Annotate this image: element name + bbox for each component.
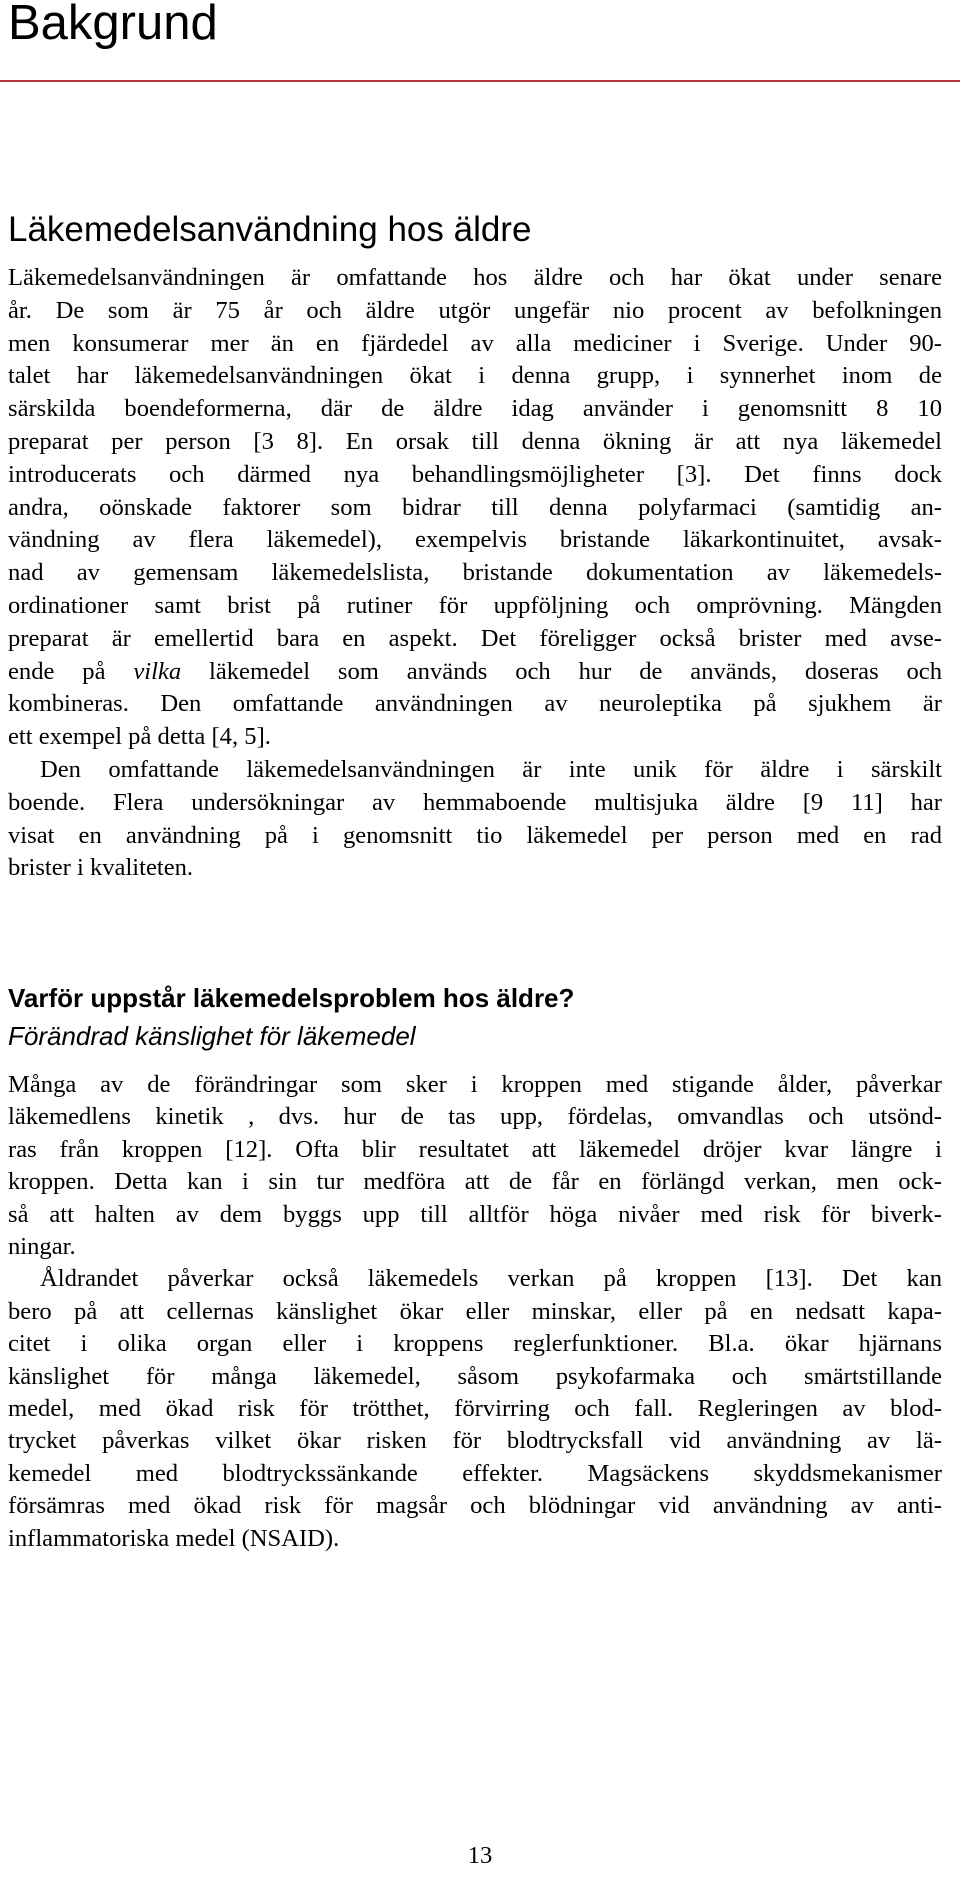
- body-line: Många av de förändringar som sker i kroppen med stigande ålder, påverkar: [8, 1071, 942, 1098]
- subsection-heading-sensitivity: Förändrad känslighet för läkemedel: [8, 1021, 416, 1051]
- line-end: läkemedel som används och hur de används, doseras och: [181, 657, 942, 685]
- body-line: Den omfattande läkemedelsanvändningen är inte unik för äldre i särskilt: [40, 755, 942, 783]
- body-line: särskilda boendeformerna, där de äldre idag använder i genomsnitt 8 10: [8, 395, 942, 423]
- section-body-sensitivity: [8, 1069, 942, 1555]
- body-line: talet har läkemedelsanvändningen ökat i denna grupp, i synnerhet inom de: [8, 362, 942, 390]
- body-line: känslighet för många läkemedel, såsom psykofarmaka och smärtstillande: [8, 1362, 942, 1390]
- line-start: ende på: [8, 657, 134, 685]
- body-line: kroppen. Detta kan i sin tur medföra att de får en förlängd verkan, men ock-: [8, 1168, 942, 1196]
- body-line: bero på att cellernas känslighet ökar eller minskar, eller på en nedsatt kapa-: [8, 1297, 942, 1325]
- section-body-medication-use: [8, 262, 942, 885]
- body-line: preparat per person [3 8]. En orsak till denna ökning är att nya läkemedel: [8, 427, 942, 455]
- body-line: ett exempel på detta [4, 5].: [8, 723, 271, 751]
- body-line: visat en användning på i genomsnitt tio läkemedel per person med en rad: [8, 821, 942, 849]
- section-heading-why-problems: Varför uppstår läkemedelsproblem hos äldre?: [8, 983, 575, 1013]
- body-line: kemedel med blodtryckssänkande effekter. Magsäckens skyddsmekanismer: [8, 1459, 942, 1487]
- body-line: så att halten av dem byggs upp till alltför höga nivåer med risk för biverk-: [8, 1200, 942, 1228]
- body-line: citet i olika organ eller i kroppens reglerfunktioner. Bl.a. ökar hjärnans: [8, 1330, 942, 1358]
- page-number: 13: [467, 1842, 493, 1869]
- body-line: läkemedlens kinetik , dvs. hur de tas upp, fördelas, omvandlas och utsönd-: [8, 1103, 942, 1131]
- body-line: preparat är emellertid bara en aspekt. Det föreligger också brister med avse-: [8, 624, 942, 652]
- body-line: andra, oönskade faktorer som bidrar till denna polyfarmaci (samtidig an-: [8, 493, 942, 521]
- emphasized-word: vilka: [133, 657, 182, 685]
- body-line: ras från kroppen [12]. Ofta blir resultatet att läkemedel dröjer kvar längre i: [8, 1135, 942, 1163]
- body-line: men konsumerar mer än en fjärdedel av alla mediciner i Sverige. Under 90-: [8, 329, 942, 357]
- body-line: inflammatoriska medel (NSAID).: [8, 1524, 340, 1552]
- body-line: boende. Flera undersökningar av hemmaboende multisjuka äldre [9 11] har: [8, 788, 942, 816]
- body-line: försämras med ökad risk för magsår och blödningar vid användning av anti-: [8, 1492, 942, 1520]
- body-line: brister i kvaliteten.: [8, 854, 194, 882]
- body-line: nad av gemensam läkemedelslista, bristande dokumentation av läkemedels-: [8, 559, 942, 587]
- body-line: trycket påverkas vilket ökar risken för blodtrycksfall vid användning av lä-: [8, 1427, 942, 1455]
- body-line: Läkemedelsanvändningen är omfattande hos äldre och har ökat under senare: [8, 264, 942, 291]
- body-line: kombineras. Den omfattande användningen av neuroleptika på sjukhem är: [8, 690, 942, 718]
- body-line: Åldrandet påverkar också läkemedels verkan på kroppen [13]. Det kan: [40, 1265, 942, 1293]
- section-heading-medication-use: Läkemedelsanvändning hos äldre: [8, 210, 532, 249]
- chapter-title: Bakgrund: [8, 0, 218, 50]
- body-line: medel, med ökad risk för trötthet, förvirring och fall. Regleringen av blod-: [8, 1395, 942, 1423]
- body-line: år. De som är 75 år och äldre utgör ungefär nio procent av befolkningen: [8, 296, 942, 324]
- body-line-with-emphasis: [8, 656, 942, 689]
- body-line: ningar.: [8, 1233, 76, 1261]
- chapter-divider: [0, 80, 960, 82]
- body-line: vändning av flera läkemedel), exempelvis bristande läkarkontinuitet, avsak-: [8, 526, 942, 554]
- body-line: introducerats och därmed nya behandlingsmöjligheter [3]. Det finns dock: [8, 460, 942, 488]
- body-line: ordinationer samt brist på rutiner för uppföljning och omprövning. Mängden: [8, 591, 942, 619]
